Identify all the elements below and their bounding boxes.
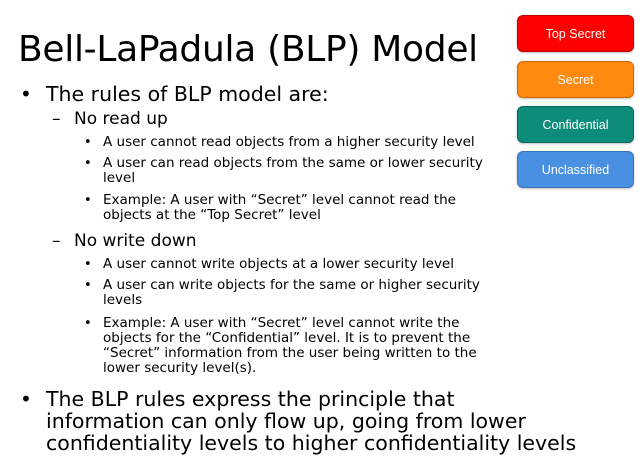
level-unclassified bbox=[517, 151, 634, 188]
bullet-marker: • bbox=[84, 278, 92, 293]
sub-bullet-line: A user can read objects from the same or lower security bbox=[103, 155, 483, 171]
level-label: Secret bbox=[557, 72, 594, 87]
sub-bullet-line: Example: A user with “Secret” level cannot write the bbox=[103, 315, 460, 331]
dash-marker: – bbox=[52, 109, 61, 129]
bullet-text: The BLP rules express the principle that bbox=[46, 387, 455, 411]
sub-bullet-line: objects at the “Top Secret” level bbox=[103, 207, 321, 223]
sub-bullet-line: A user can write objects for the same or higher security bbox=[103, 277, 480, 293]
bullet-marker: • bbox=[84, 156, 92, 171]
bullet-marker: • bbox=[84, 316, 92, 331]
bullet-text: confidentiality levels to higher confidentiality levels bbox=[46, 431, 577, 455]
level-secret bbox=[517, 61, 634, 98]
slide-title: Bell-LaPadula (BLP) Model bbox=[18, 29, 478, 70]
sub-bullet-line: Example: A user with “Secret” level cannot read the bbox=[103, 192, 456, 208]
sub-bullet-line: A user cannot read objects from a higher security level bbox=[103, 134, 475, 150]
bullet-marker: • bbox=[84, 193, 92, 208]
sub-bullet-line: levels bbox=[103, 292, 143, 308]
level-label: Top Secret bbox=[545, 26, 606, 41]
level-label: Confidential bbox=[542, 117, 609, 132]
level-label: Unclassified bbox=[541, 162, 610, 177]
bullet-marker: • bbox=[20, 387, 32, 411]
bullet-marker: • bbox=[20, 82, 32, 106]
sub-bullet-line: level bbox=[103, 170, 136, 186]
sub-bullet-line: A user cannot write objects at a lower security level bbox=[103, 256, 454, 272]
sub-bullet-line: “Secret” information from the user being written to the bbox=[103, 345, 477, 361]
bullet-text: The rules of BLP model are: bbox=[46, 82, 329, 106]
bullet-marker: • bbox=[84, 135, 92, 150]
dash-marker: – bbox=[52, 231, 61, 251]
level-top-secret bbox=[517, 15, 634, 52]
bullet-text: information can only flow up, going from lower bbox=[46, 409, 526, 433]
bullet-text: No read up bbox=[74, 109, 168, 129]
bullet-text: No write down bbox=[74, 231, 197, 251]
sub-bullet-line: lower security level(s). bbox=[103, 360, 257, 376]
sub-bullet-line: objects for the “Confidential” level. It is to prevent the bbox=[103, 330, 471, 346]
bullet-marker: • bbox=[84, 257, 92, 272]
level-confidential bbox=[517, 106, 634, 143]
